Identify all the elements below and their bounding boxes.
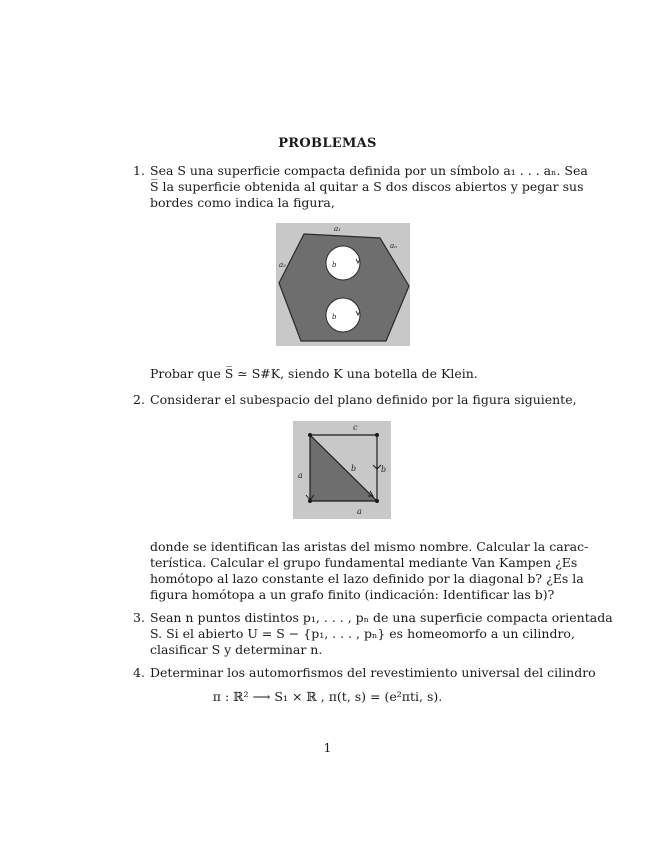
page-title: PROBLEMAS bbox=[278, 136, 377, 151]
hexagon-figure bbox=[276, 223, 410, 346]
page-number: 1 bbox=[323, 740, 332, 755]
label-an: aₙ bbox=[390, 242, 398, 250]
label-c: c bbox=[353, 423, 358, 432]
triangle-diagram bbox=[293, 421, 391, 519]
vertex-top-right bbox=[375, 433, 379, 437]
problem-2-text bbox=[150, 392, 577, 408]
vertex-bottom-right bbox=[375, 499, 379, 503]
label-b-right: b bbox=[381, 465, 387, 474]
problem-2-continuation bbox=[150, 539, 589, 603]
label-a-left: a bbox=[298, 471, 303, 480]
label-b-diagonal: b bbox=[351, 464, 357, 473]
problem-3-line-3: clasificar S y determinar n. bbox=[150, 642, 323, 657]
label-b-top: b bbox=[332, 261, 337, 269]
problem-2-line-1: Considerar el subespacio del plano definido por la figura siguiente, bbox=[150, 392, 577, 407]
problem-4-text bbox=[150, 665, 596, 681]
problem-1-after-line-1: Probar que S̅ ≃ S#K, siendo K una botella de Klein. bbox=[150, 366, 478, 381]
problem-2-after-line-2: terística. Calcular el grupo fundamental mediante Van Kampen ¿Es bbox=[150, 555, 578, 570]
label-b-bottom: b bbox=[332, 313, 337, 321]
vertex-top-left bbox=[308, 433, 312, 437]
problem-1-text bbox=[150, 163, 588, 211]
problem-1-line-2: S̅ la superficie obtenida al quitar a S dos discos abiertos y pegar sus bbox=[150, 179, 584, 194]
problem-3-line-2: S. Si el abierto U = S − {p₁, . . . , pₙ} es homeomorfo a un cilindro, bbox=[150, 626, 575, 641]
hexagon-diagram bbox=[276, 223, 410, 346]
label-a1: a₁ bbox=[334, 225, 341, 233]
triangle-figure bbox=[293, 421, 391, 519]
problem-2-after-line-1: donde se identifican las aristas del mismo nombre. Calcular la carac- bbox=[150, 539, 589, 554]
problem-1-number: 1. bbox=[133, 163, 145, 178]
problem-3-line-1: Sean n puntos distintos p₁, . . . , pₙ de una superficie compacta orientada bbox=[150, 610, 613, 625]
problem-3-number: 3. bbox=[133, 610, 145, 625]
label-a2: a₂ bbox=[279, 261, 286, 269]
covering-formula: π : ℝ² ⟶ S₁ × ℝ , π(t, s) = (e²πti, s). bbox=[212, 689, 443, 704]
problem-2-number: 2. bbox=[133, 392, 145, 407]
problem-1-line-1: Sea S una superficie compacta definida por un símbolo a₁ . . . aₙ. Sea bbox=[150, 163, 588, 178]
problem-3-text bbox=[150, 610, 613, 658]
problem-1-line-3: bordes como indica la figura, bbox=[150, 195, 335, 210]
label-a-bottom: a bbox=[357, 507, 362, 516]
problem-4-line-1: Determinar los automorfismos del revestimiento universal del cilindro bbox=[150, 665, 596, 680]
problem-4-number: 4. bbox=[133, 665, 145, 680]
problem-2-after-line-3: homótopo al lazo constante el lazo definido por la diagonal b? ¿Es la bbox=[150, 571, 584, 586]
problem-1-conclusion bbox=[150, 366, 535, 382]
problem-2-after-line-4: figura homótopa a un grafo finito (indicación: Identificar las b)? bbox=[150, 587, 555, 602]
